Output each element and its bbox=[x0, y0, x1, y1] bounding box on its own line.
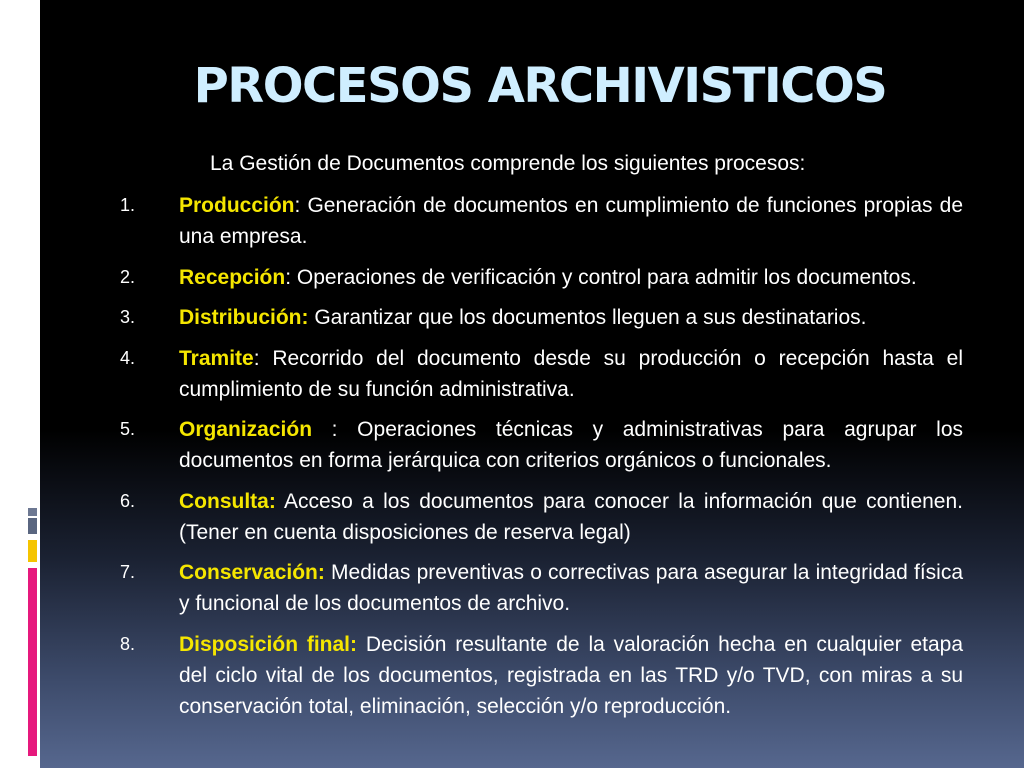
item-description: Recorrido del documento desde su producción o recepción hasta el cumplimiento de su función administrativa. bbox=[179, 346, 963, 401]
item-term: Producción bbox=[179, 194, 295, 217]
item-number: 4. bbox=[120, 347, 136, 368]
item-term: Consulta: bbox=[179, 489, 276, 513]
intro-text: La Gestión de Documentos comprende los siguientes procesos: bbox=[210, 152, 806, 175]
item-separator: : bbox=[294, 194, 301, 217]
list-item bbox=[120, 302, 963, 333]
item-separator: : bbox=[285, 265, 292, 289]
item-separator: : bbox=[312, 418, 338, 441]
item-term: Distribución: bbox=[179, 306, 309, 329]
item-number: 8. bbox=[120, 633, 136, 654]
item-description: Medidas preventivas o correctivas para asegurar la integridad física y funcional de los documentos de archivo. bbox=[179, 561, 963, 615]
item-term: Recepción bbox=[179, 265, 286, 289]
list-item bbox=[120, 486, 963, 548]
item-term: Organización bbox=[179, 418, 313, 441]
slide-title: PROCESOS ARCHIVISTICOS bbox=[193, 58, 887, 114]
item-number: 5. bbox=[120, 419, 136, 439]
item-number: 6. bbox=[120, 490, 136, 511]
list-item bbox=[120, 414, 963, 476]
item-description: Operaciones técnicas y administrativas para agrupar los documentos en forma jerárquica con criterios orgánicos o funcionales. bbox=[179, 418, 963, 472]
item-number: 1. bbox=[120, 195, 136, 215]
list-item bbox=[120, 262, 963, 293]
item-description: Acceso a los documentos para conocer la información que contienen. (Tener en cuenta disposiciones de reserva legal) bbox=[179, 489, 963, 544]
list-item bbox=[120, 557, 963, 619]
accent-bar-gray-top bbox=[28, 508, 37, 516]
item-term: Disposición final: bbox=[179, 632, 358, 656]
item-description: Garantizar que los documentos lleguen a sus destinatarios. bbox=[308, 306, 867, 329]
accent-bar-gray bbox=[28, 518, 37, 534]
accent-bar-yellow bbox=[28, 540, 37, 562]
item-term: Tramite bbox=[179, 346, 254, 370]
item-number: 3. bbox=[120, 307, 136, 327]
item-term: Conservación: bbox=[179, 561, 325, 584]
accent-bar-pink bbox=[28, 568, 37, 756]
list-item bbox=[120, 343, 963, 405]
item-description: Decisión resultante de la valoración hecha en cualquier etapa del ciclo vital de los documentos, registrada en las TRD y/o TVD, con miras a su conservación total, eliminación, selección y/o reproducción. bbox=[179, 632, 963, 718]
item-description: Operaciones de verificación y control para admitir los documentos. bbox=[291, 265, 917, 289]
item-number: 7. bbox=[120, 562, 136, 582]
item-separator: : bbox=[253, 346, 260, 370]
item-number: 2. bbox=[120, 266, 136, 287]
list-item bbox=[120, 190, 963, 252]
side-decoration-strip bbox=[0, 0, 40, 768]
process-list bbox=[120, 190, 963, 731]
item-description: Generación de documentos en cumplimiento de funciones propias de una empresa. bbox=[179, 194, 963, 248]
list-item bbox=[120, 629, 963, 722]
